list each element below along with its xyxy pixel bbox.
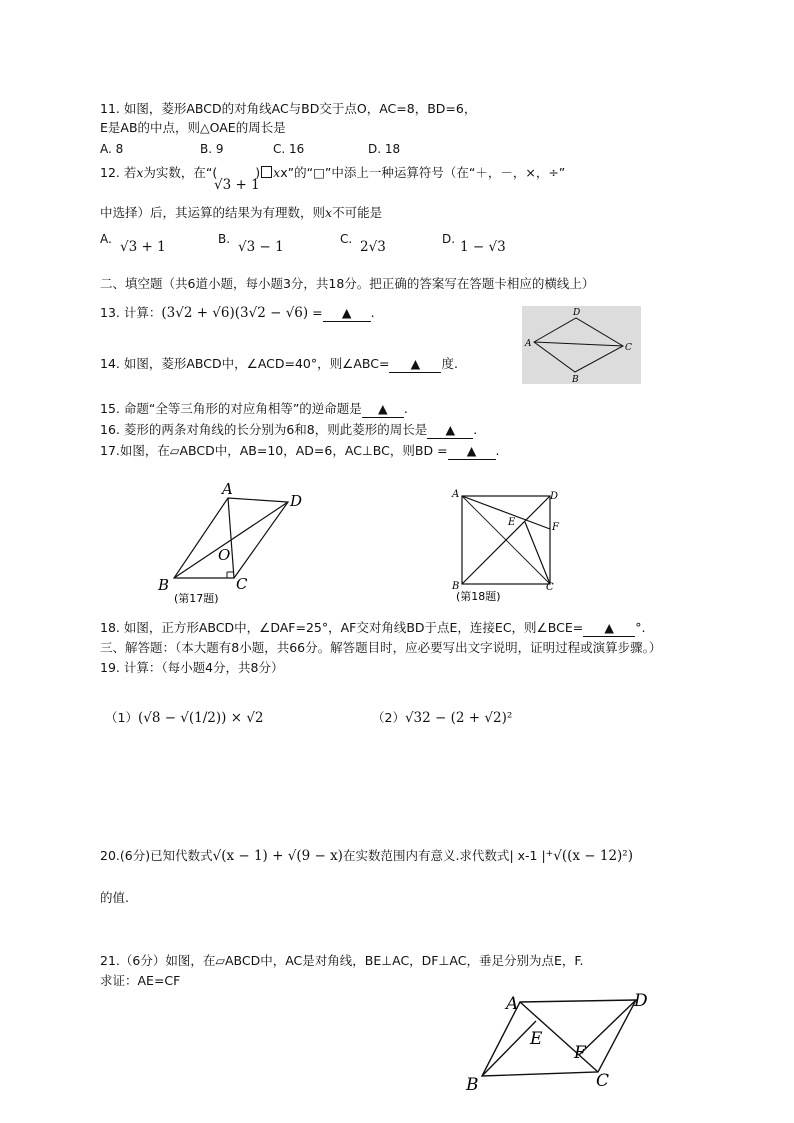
section-2-heading: 二、填空题（共6道小题，每小题3分，共18分。把正确的答案写在答题卡相应的横线上） [100,276,595,291]
q12-option-b-value: √3 − 1 [238,239,284,255]
figure-18-square [448,484,578,606]
q16: 16. 菱形的两条对角线的长分别为6和8，则此菱形的周长是 ▲ . [100,422,478,437]
section-3-heading: 三、解答题：（本大题有8小题，共66分。解答题目时，应必要写出文字说明，证明过程或演算步骤。） [100,640,662,655]
q11-option-c: C. 16 [273,142,305,156]
q19-title: 19. 计算：（每小题4分，共8分） [100,660,284,675]
q11-line1: 11. 如图，菱形ABCD的对角线AC与BD交于点O，AC=8，BD=6， [100,101,477,116]
fig14-label-b: B [572,375,579,384]
fig18-label-e: E [508,517,516,528]
q12-line2: 中选择）后，其运算的结果为有理数，则x不可能是 [100,205,383,220]
figure-14-rhombus [522,306,641,384]
q11-option-a: A. 8 [100,142,124,156]
fig18-label-f: F [552,522,559,533]
q12-denominator: √3 + 1 [214,177,260,193]
q12-option-d-letter: D. [442,232,456,246]
fig21-label-f: F [574,1043,586,1063]
fig21-label-d: D [634,991,648,1011]
q17: 17.如图，在▱ABCD中，AB=10，AD=6，AC⊥BC，则BD = ▲ . [100,443,500,458]
fig17-label-b: B [158,576,170,594]
fig21-label-e: E [530,1029,543,1049]
figure-17-parallelogram [152,480,312,604]
fig18-label-c: C [546,582,554,593]
fig18-caption: (第18题) [456,590,501,603]
q12-option-d-value: 1 − √3 [460,239,506,255]
q12-option-a-letter: A. [100,232,112,246]
q12-option-b-letter: B. [218,232,231,246]
fig14-label-a: A [525,339,532,349]
q11-option-b: B. 9 [200,142,224,156]
fig17-label-d: D [290,492,303,510]
q21-line2: 求证：AE=CF [100,973,181,988]
q12-option-a-value: √3 + 1 [120,239,166,255]
fig17-label-o: O [218,546,231,564]
q12-option-c-value: 2√3 [360,239,386,255]
fig21-label-b: B [466,1075,479,1095]
q13: 13. 计算：(3√2 + √6)(3√2 − √6) = ▲ . [100,305,375,321]
fig17-label-a: A [222,480,233,498]
figure-21-parallelogram [462,988,656,1096]
q11-option-d: D. 18 [368,142,401,156]
fig17-label-c: C [236,575,248,593]
q19-part1: （1）(√8 − √(1/2)) × √2 [105,710,264,726]
q18: 18. 如图，正方形ABCD中，∠DAF=25°，AF交对角线BD于点E，连接EC，则∠BCE= ▲ °. [100,620,646,635]
q19-part2: （2）√32 − (2 + √2)² [372,710,513,726]
fig17-caption: (第17题) [174,592,219,604]
q21-line1: 21.（6分）如图，在▱ABCD中，AC是对角线，BE⊥AC，DF⊥AC，垂足分别为点E，F. [100,953,584,968]
fig21-label-a: A [506,994,519,1014]
q20-line1: 20.(6分)已知代数式√(x − 1) + √(9 − x)在实数范围内有意义.求代数式| x-1 |+√((x − 12)²) [100,848,633,864]
q12-option-c-letter: C. [340,232,353,246]
operator-box [261,166,272,178]
fig18-label-d: D [550,491,559,502]
q20-line2: 的值. [100,890,129,905]
q14: 14. 如图，菱形ABCD中，∠ACD=40°，则∠ABC= ▲ 度. [100,356,458,371]
fig14-label-c: C [625,343,632,353]
q11-line2: E是AB的中点，则△OAE的周长是 [100,120,286,135]
fig18-label-b: B [452,581,460,592]
fig21-label-c: C [596,1071,610,1091]
fig18-label-a: A [452,489,460,500]
q15: 15. 命题“全等三角形的对应角相等”的逆命题是 ▲ . [100,401,408,416]
q12-line1: 12. 若x为实数，在“( ) xx”的“□”中添上一种运算符号（在“＋，－，×，÷” [100,165,566,180]
fig14-label-d: D [573,308,581,318]
